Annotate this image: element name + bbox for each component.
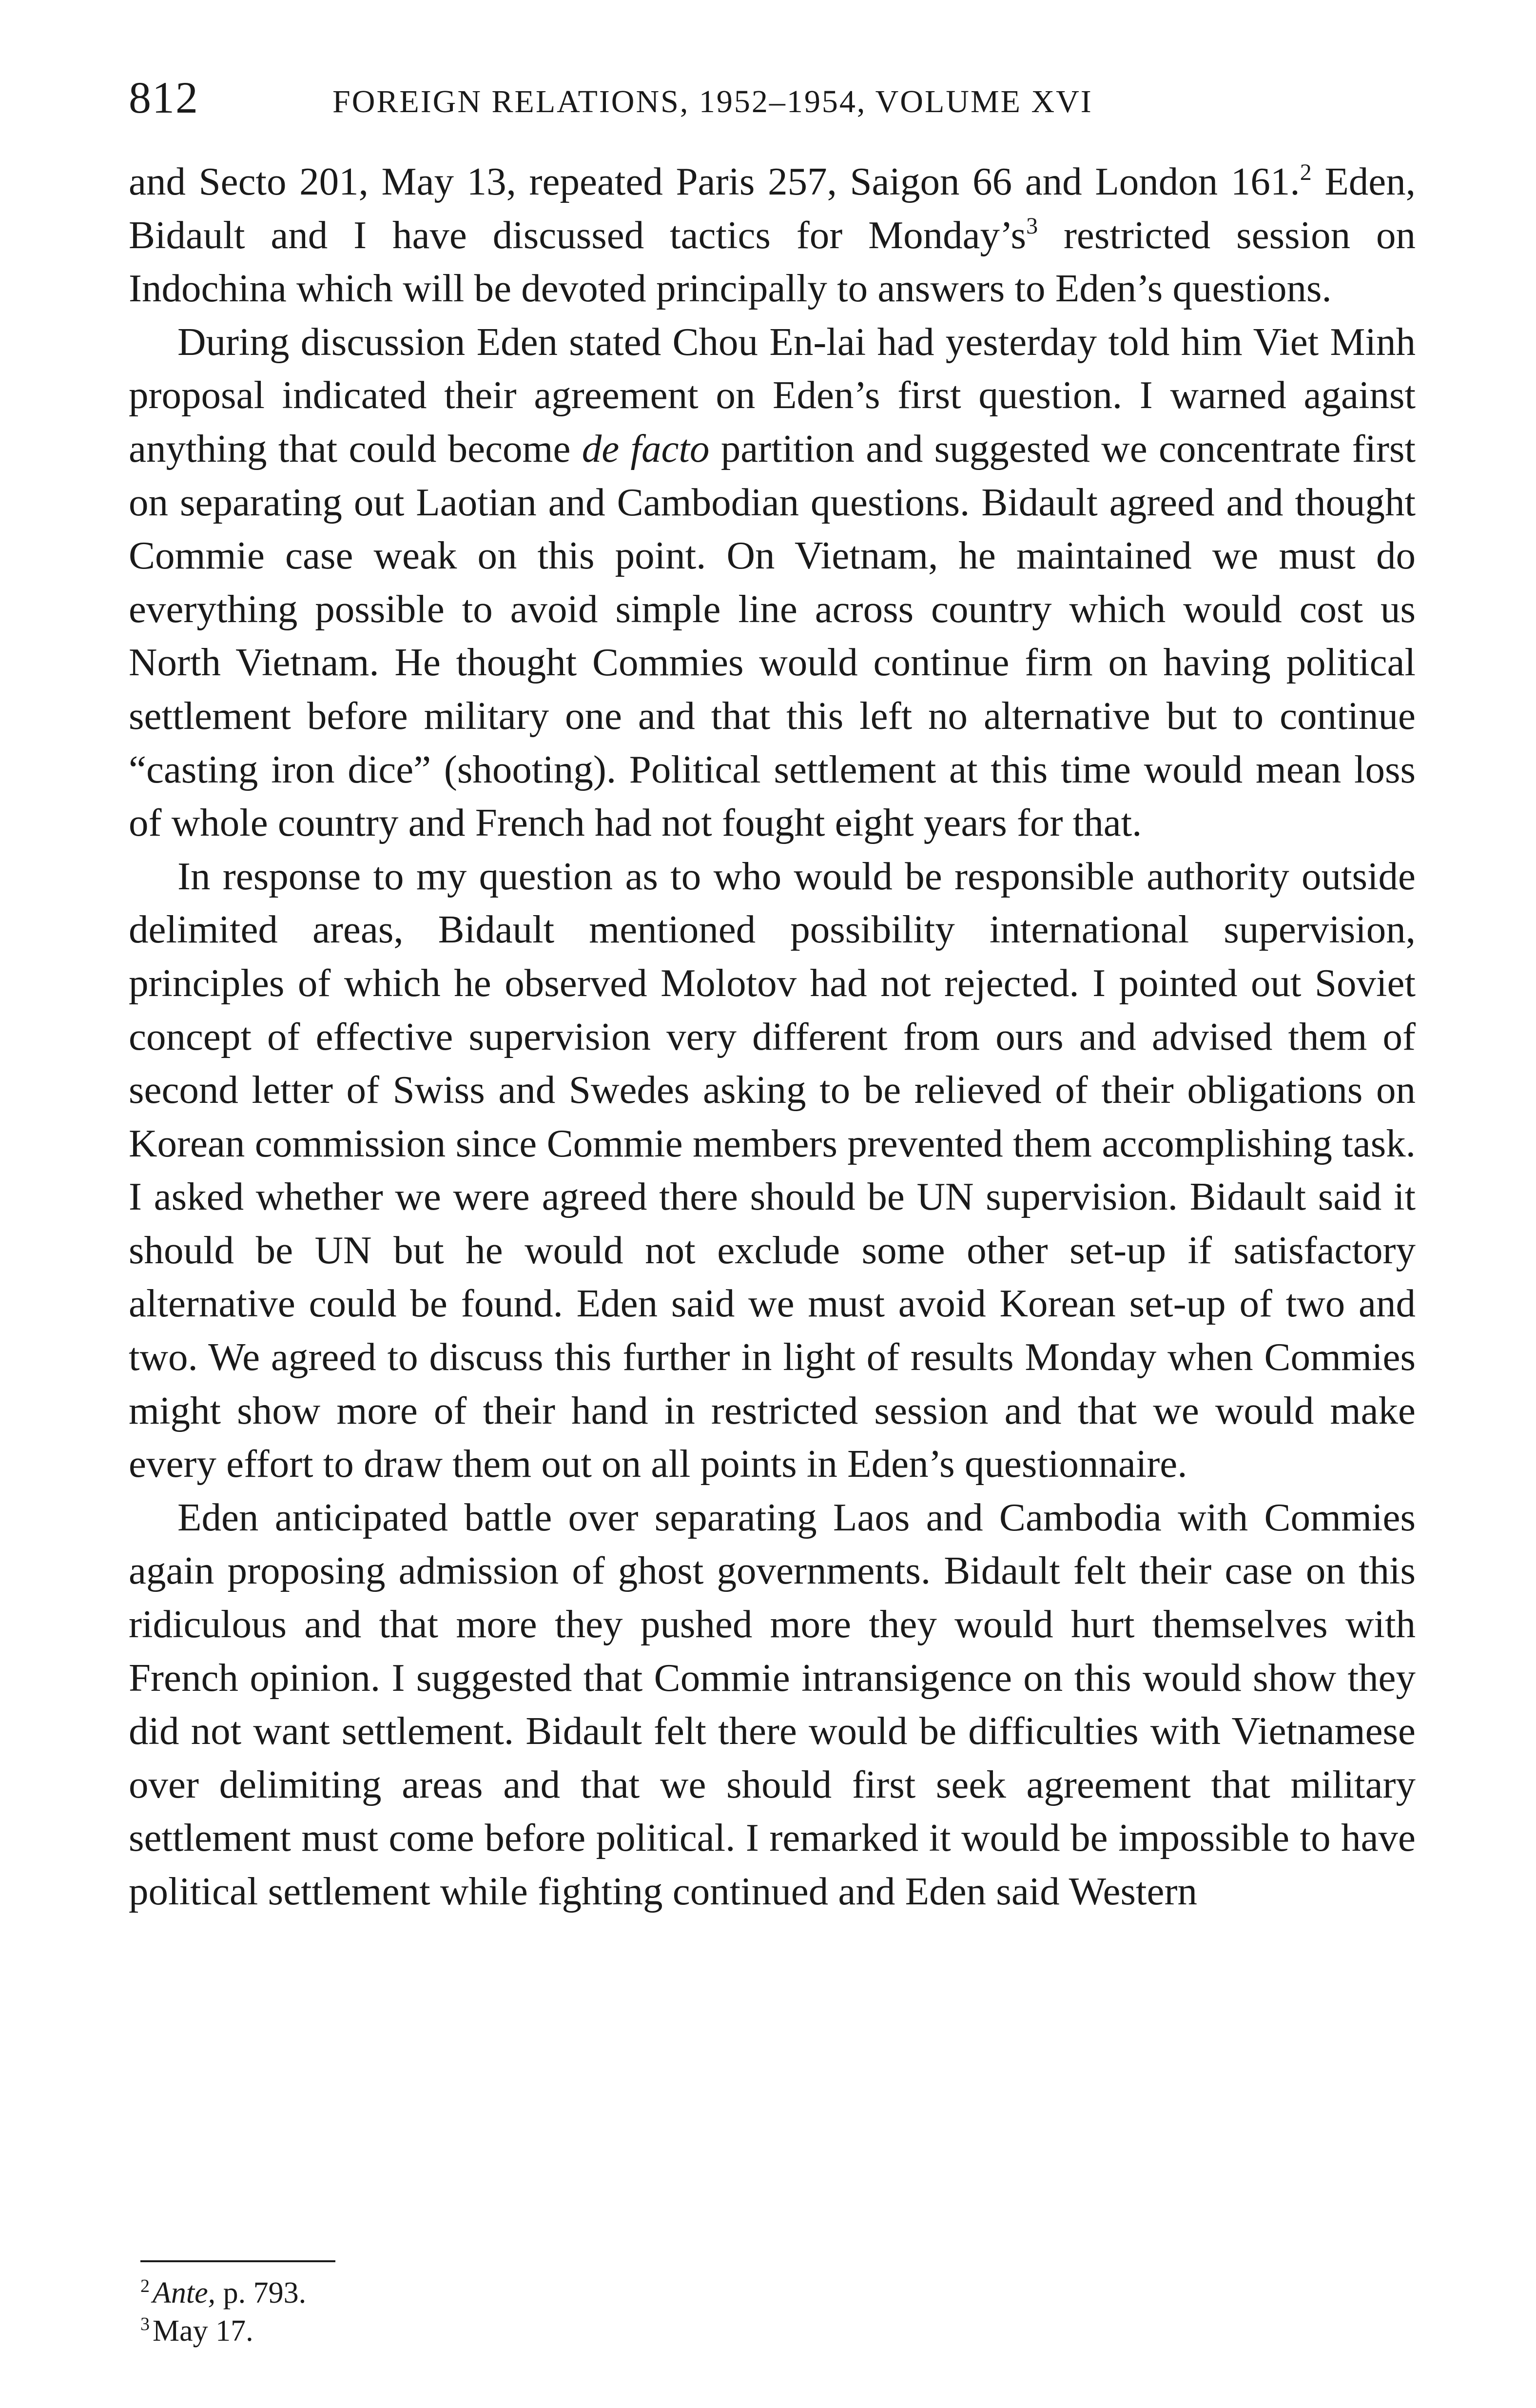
running-head xyxy=(129,66,1416,129)
page-number: 812 xyxy=(129,73,199,122)
body-text xyxy=(129,155,1416,1919)
running-title: FOREIGN RELATIONS, 1952–1954, VOLUME XVI xyxy=(332,84,1093,119)
paragraph-1-text-a: and Secto 201, May 13, repeated Paris 257, Saigon 66 and London 161. xyxy=(129,159,1300,203)
footnote-ref-2: 2 xyxy=(1300,159,1312,185)
footnote-text: p. 793. xyxy=(215,2276,307,2310)
paragraph-3: In response to my question as to who would be responsible authority outside delimited areas, Bidault mentioned possibility international supervision, principles of which he observed Molotov had not rejected. I pointed out Soviet concept of effective supervision very different from ours and advised them of second letter of Swiss and Swedes asking to be relieved of their obligations on Korean commission since Commie members prevented them accomplishing task. I asked whether we were agreed there should be UN supervision. Bidault said it should be UN but he would not exclude some other set-up if satisfactory alternative could be found. Eden said we must avoid Korean set-up of two and two. We agreed to discuss this further in light of results Monday when Commies might show more of their hand in restricted session and that we would make every effort to draw them out on all points in Eden’s questionnaire. xyxy=(129,854,1416,1486)
footnotes xyxy=(140,2274,725,2350)
footnote-ref-italic: Ante, xyxy=(153,2276,216,2310)
paragraph-1-text-b: Eden, Bidault and I have discussed tactics for Monday’s xyxy=(129,159,1416,257)
paragraph-2 xyxy=(129,315,1416,850)
paragraph-2-text-a: During discussion Eden stated Chou En-lai had yesterday told him Viet Minh proposal indicated their agreement on Eden’s first question. I warned against anything that could become xyxy=(129,319,1416,470)
paragraph-2-text-b: partition and suggested we concentrate first on separating out Laotian and Cambodian questions. Bidault agreed and thought Commie case weak on this point. On Vietnam, he maintained we must do everything possible to avoid simple line across country which would cost us North Vietnam. He thought Commies would continue firm on having political settlement before military one and that this left no alternative but to continue “casting iron dice” (shooting). Political settlement at this time would mean loss of whole country and French had not fought eight years for that. xyxy=(129,426,1416,845)
paragraph-4: Eden anticipated battle over separating Laos and Cambodia with Commies again proposing admission of ghost governments. Bidault felt their case on this ridiculous and that more they pushed more they would hurt themselves with French opinion. I suggested that Commie intransigence on this would show they did not want settlement. Bidault felt there would be difficulties with Vietnamese over delimiting areas and that we should first seek agreement that military settlement must come before political. I remarked it would be impossible to have political settlement while fighting continued and Eden said Western xyxy=(129,1495,1416,1913)
footnote-3 xyxy=(140,2312,725,2350)
footnote-marker: 3 xyxy=(140,2314,150,2334)
footnote-ref-3: 3 xyxy=(1026,213,1038,239)
footnote-marker: 2 xyxy=(140,2276,150,2296)
paragraph-1-text-c: restricted session on Indochina which will be devoted principally to answers to Eden’s questions. xyxy=(129,213,1416,311)
paragraph-1 xyxy=(129,155,1416,315)
footnote-2 xyxy=(140,2274,725,2312)
paragraph-2-italic: de facto xyxy=(582,426,710,470)
footnote-text: May 17. xyxy=(153,2314,253,2348)
footnote-divider xyxy=(140,2260,335,2262)
